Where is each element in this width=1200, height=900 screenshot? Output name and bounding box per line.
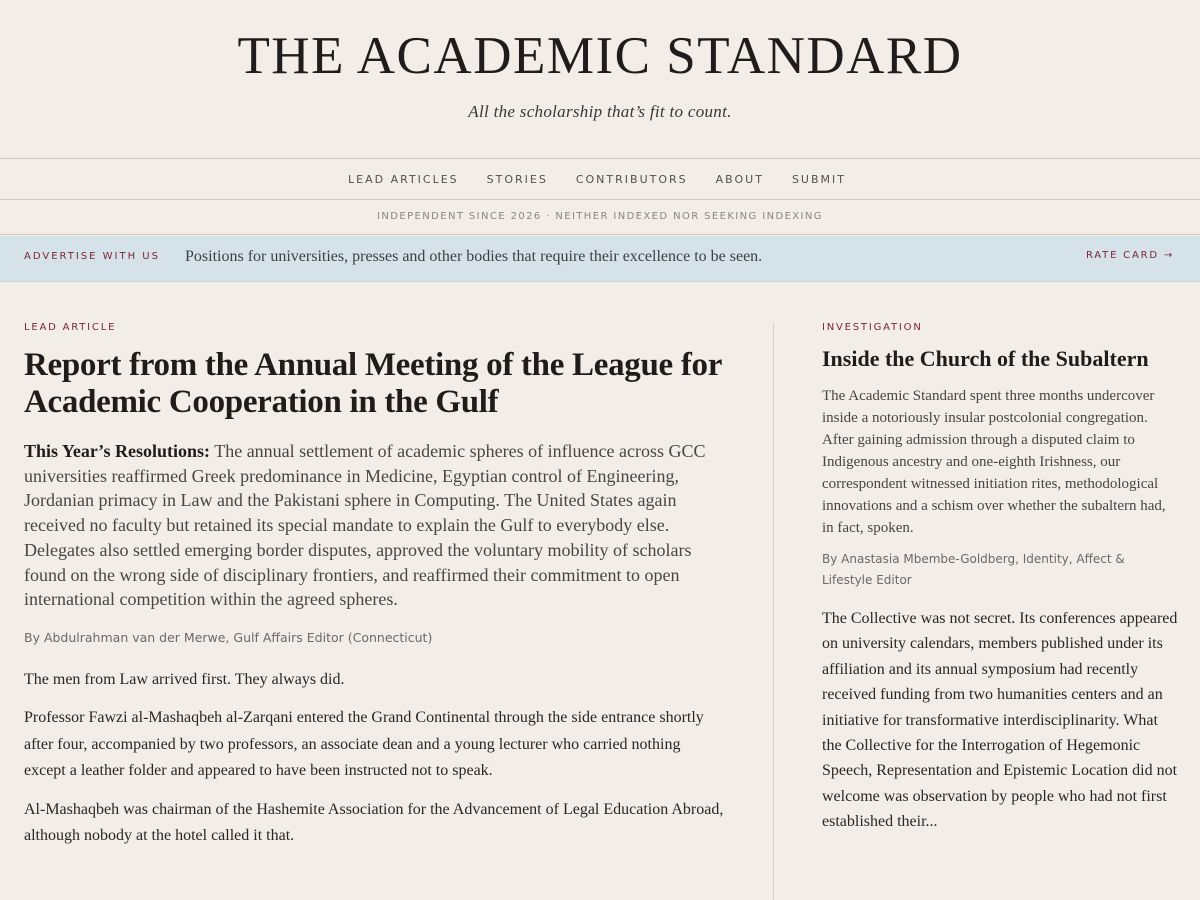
nav-lead-articles[interactable]: LEAD ARTICLES [348, 172, 459, 186]
nav-stories[interactable]: STORIES [486, 172, 548, 186]
lead-dek [24, 439, 724, 612]
side-body: The Collective was not secret. Its conferences appeared on university calendars, members published under its affiliation and its annual symposium had recently received funding from two humanities centers and an initiative for transformative interdisciplinarity. What the Collective for the Interrogation of Hegemonic Speech, Representation and Epistemic Location did not welcome was observation by people who had not first established their... [822, 610, 1178, 831]
lead-headline[interactable]: Report from the Annual Meeting of the League for Academic Cooperation in the Gulf [24, 347, 722, 420]
site-title[interactable]: THE ACADEMIC STANDARD [237, 27, 963, 85]
side-summary: The Academic Standard spent three months undercover inside a notoriously insular postcolonial congregation. After gaining admission through a disputed claim to Indigenous ancestry and one-eighth Irishness, our correspondent witnessed initiation rites, methodological innovations and a schism over whether the subaltern had, in fact, spoken. [822, 388, 1166, 536]
site-tagline: All the scholarship that’s fit to count. [468, 102, 732, 121]
column-divider [773, 322, 774, 900]
lead-dek-label: This Year’s Resolutions: [24, 441, 211, 461]
lead-paragraph: Professor Fawzi al-Mashaqbeh al-Zarqani entered the Grand Continental through the side entrance shortly after four, accompanied by two professors, an associate dean and a young lecturer who carried nothing except a leather folder and appeared to have been instructed not to speak. [24, 709, 704, 780]
lead-paragraph: The men from Law arrived first. They always did. [24, 670, 345, 688]
advertise-text: Positions for universities, presses and other bodies that require their excellence to be seen. [185, 248, 763, 265]
main-nav [0, 158, 1200, 200]
lead-dek-text: The annual settlement of academic spheres of influence across GCC universities reaffirmed Greek predominance in Medicine, Egyptian control of Engineering, Jordanian primacy in Law and the Pakistani sphere in Computing. The United States again received no faculty but retained its special mandate to explain the Gulf to everybody else. Delegates also settled emerging border disputes, approved the voluntary mobility of scholars found on the wrong side of disciplinary frontiers, and reaffirmed their commitment to open international competition within the agreed spheres. [24, 441, 706, 610]
nav-about[interactable]: ABOUT [715, 172, 764, 186]
independence-strap: INDEPENDENT SINCE 2026 · NEITHER INDEXED NOR SEEKING INDEXING [0, 200, 1200, 235]
advertise-label: ADVERTISE WITH US [24, 251, 160, 262]
advertise-banner [0, 236, 1200, 282]
lead-kicker: LEAD ARTICLE [24, 322, 117, 333]
nav-contributors[interactable]: CONTRIBUTORS [575, 172, 688, 186]
side-byline: By Anastasia Mbembe-Goldberg, Identity, Affect & Lifestyle Editor [822, 552, 1125, 587]
nav-submit[interactable]: SUBMIT [791, 172, 846, 186]
lead-byline: By Abdulrahman van der Merwe, Gulf Affairs Editor (Connecticut) [24, 629, 433, 645]
investigation-article [822, 322, 1178, 835]
lead-paragraph: Al-Mashaqbeh was chairman of the Hashemite Association for the Advancement of Legal Education Abroad, although nobody at the hotel called it that. [24, 800, 724, 845]
lead-body [24, 667, 724, 850]
lead-article [24, 322, 724, 850]
rate-card-link[interactable]: RATE CARD → [1085, 250, 1174, 261]
masthead [0, 0, 1200, 130]
side-kicker: INVESTIGATION [822, 322, 923, 333]
side-headline[interactable]: Inside the Church of the Subaltern [822, 346, 1149, 371]
